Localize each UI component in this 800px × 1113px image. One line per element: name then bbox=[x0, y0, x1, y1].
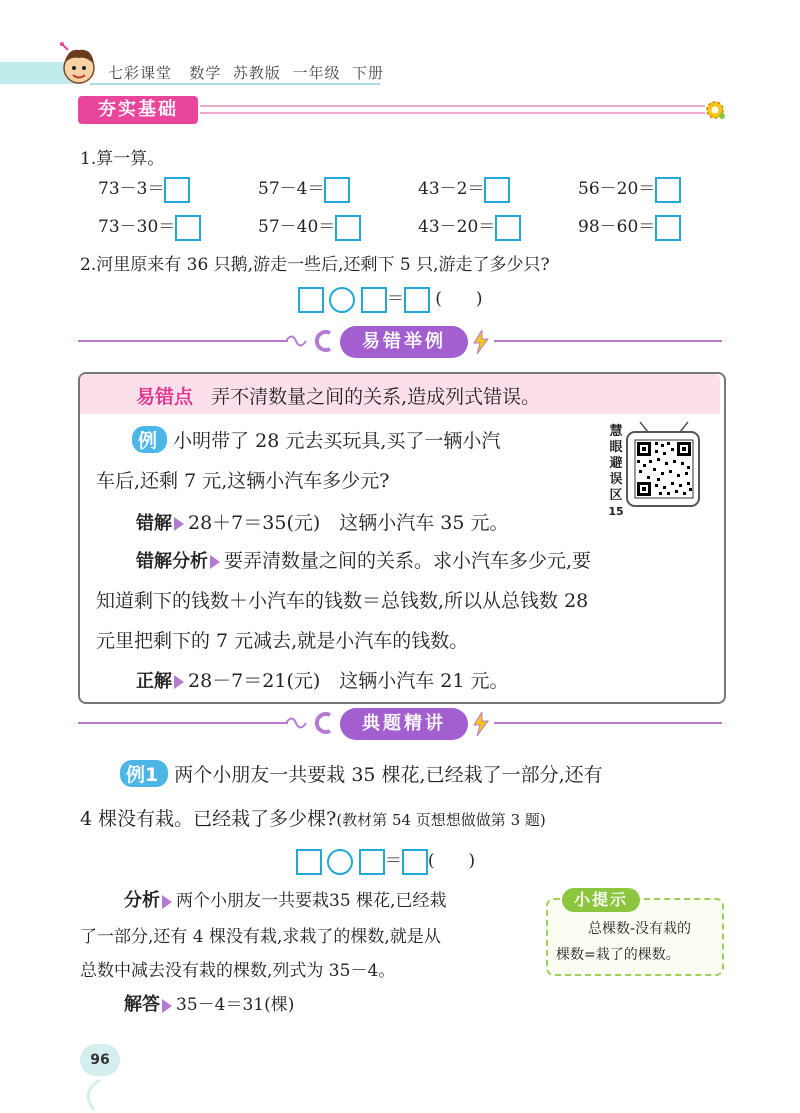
header-underline bbox=[90, 83, 380, 85]
calc-expression: 98－60＝ bbox=[578, 217, 656, 237]
qr-label-char: 慧 bbox=[609, 424, 623, 439]
calc-item bbox=[418, 212, 521, 241]
analysis-label: 错解分析 bbox=[136, 551, 208, 572]
tip-text-2: 棵数=栽了的棵数。 bbox=[556, 947, 680, 963]
calc-item bbox=[98, 174, 190, 203]
section-title-typical-problems: 典题精讲 bbox=[340, 708, 468, 740]
header-grade: 一年级 bbox=[292, 64, 341, 82]
error-point-label: 易错点 bbox=[136, 386, 194, 408]
calc-item bbox=[418, 174, 510, 203]
qr-label bbox=[608, 424, 624, 520]
separator-line bbox=[78, 340, 288, 342]
error-point-row bbox=[136, 382, 540, 409]
wrong-answer-label: 错解 bbox=[136, 513, 172, 534]
equation-template bbox=[298, 284, 482, 313]
mascot-icon bbox=[56, 42, 102, 88]
qr-label-char: 眼 bbox=[609, 440, 623, 455]
example-text-1: 小明带了 28 元去买玩具,买了一辆小汽 bbox=[173, 430, 501, 452]
section-title-common-errors: 易错举例 bbox=[340, 326, 468, 358]
answer-box[interactable] bbox=[335, 215, 361, 241]
answer-box[interactable] bbox=[484, 177, 510, 203]
calc-item bbox=[258, 174, 350, 203]
answer-box[interactable] bbox=[495, 215, 521, 241]
calc-item bbox=[578, 212, 681, 241]
question-2-text: 2.河里原来有 36 只鹅,游走一些后,还剩下 5 只,游走了多少只? bbox=[80, 255, 550, 275]
gear-icon bbox=[704, 99, 726, 121]
answer-box[interactable] bbox=[175, 215, 201, 241]
equals-sign: ＝ bbox=[384, 851, 402, 871]
example-text-2: 车后,还剩 7 元,这辆小汽车多少元? bbox=[96, 470, 390, 492]
example1-analysis-row bbox=[124, 886, 446, 912]
calc-item bbox=[578, 174, 681, 203]
wave-icon bbox=[286, 328, 336, 354]
example1-analysis-label: 分析 bbox=[124, 890, 160, 911]
equals-sign: ＝ bbox=[386, 289, 404, 309]
example1-reference: (教材第 54 页想想做做第 3 题) bbox=[336, 811, 546, 829]
answer-box[interactable] bbox=[655, 215, 681, 241]
calc-item bbox=[98, 212, 201, 241]
wrong-answer-row bbox=[136, 508, 509, 535]
example1-text-1: 两个小朋友一共要栽 35 棵花,已经栽了一部分,还有 bbox=[174, 764, 603, 786]
example1-line-1 bbox=[120, 760, 603, 787]
example1-analysis-text-3: 总数中减去没有栽的棵数,列式为 35－4。 bbox=[80, 961, 396, 981]
calc-expression: 57－40＝ bbox=[258, 217, 336, 237]
example1-answer-label: 解答 bbox=[124, 994, 160, 1015]
lightning-icon bbox=[472, 712, 490, 736]
example-badge: 例 bbox=[132, 426, 167, 453]
banner-line bbox=[200, 112, 705, 114]
example1-answer-row bbox=[124, 990, 294, 1016]
banner-line bbox=[200, 105, 705, 107]
qr-label-char: 15 bbox=[608, 505, 624, 518]
lightning-icon bbox=[472, 330, 490, 354]
example1-analysis-text-1: 两个小朋友一共要栽35 棵花,已经栽 bbox=[176, 891, 447, 911]
header-series: 七彩课堂 bbox=[108, 64, 173, 82]
wrong-answer-text: 28＋7＝35(元) 这辆小汽车 35 元。 bbox=[188, 512, 509, 534]
triangle-icon bbox=[162, 895, 172, 909]
triangle-icon bbox=[210, 555, 220, 569]
qr-code-icon[interactable] bbox=[626, 420, 702, 510]
example-line-1 bbox=[132, 426, 500, 453]
answer-box[interactable] bbox=[298, 287, 324, 313]
header-edition: 苏教版 bbox=[232, 64, 281, 82]
error-point-text: 弄不清数量之间的关系,造成列式错误。 bbox=[211, 386, 541, 408]
tip-text-1: 总棵数-没有栽的 bbox=[588, 921, 692, 937]
triangle-icon bbox=[162, 999, 172, 1013]
answer-box[interactable] bbox=[359, 849, 385, 875]
separator-line bbox=[494, 340, 722, 342]
answer-box[interactable] bbox=[296, 849, 322, 875]
equation-template bbox=[296, 846, 475, 875]
analysis-text-3: 元里把剩下的 7 元减去,就是小汽车的钱数。 bbox=[96, 630, 469, 652]
qr-label-char: 区 bbox=[609, 488, 623, 503]
operator-circle[interactable] bbox=[327, 849, 353, 875]
triangle-icon bbox=[174, 675, 184, 689]
example1-text-2: 4 棵没有栽。已经栽了多少棵? bbox=[80, 808, 337, 830]
unit-blank[interactable]: ( ) bbox=[427, 851, 476, 871]
calc-expression: 73－3＝ bbox=[98, 179, 165, 199]
header-subject: 数学 bbox=[189, 64, 222, 82]
answer-box[interactable] bbox=[402, 849, 428, 875]
separator-line bbox=[78, 722, 288, 724]
analysis-text-2: 知道剩下的钱数＋小汽车的钱数＝总钱数,所以从总钱数 28 bbox=[96, 590, 589, 612]
question-1-title: 1.算一算。 bbox=[80, 149, 165, 169]
calc-expression: 43－20＝ bbox=[418, 217, 496, 237]
separator-line bbox=[494, 722, 722, 724]
answer-box[interactable] bbox=[361, 287, 387, 313]
example1-answer-text: 35－4＝31(棵) bbox=[176, 995, 295, 1015]
calc-expression: 56－20＝ bbox=[578, 179, 656, 199]
tip-label: 小提示 bbox=[562, 888, 640, 912]
triangle-icon bbox=[174, 517, 184, 531]
example1-line-2 bbox=[80, 804, 546, 831]
page-number: 96 bbox=[80, 1044, 120, 1076]
calc-expression: 43－2＝ bbox=[418, 179, 485, 199]
answer-box[interactable] bbox=[164, 177, 190, 203]
calc-item bbox=[258, 212, 361, 241]
header-volume: 下册 bbox=[352, 64, 385, 82]
calc-expression: 57－4＝ bbox=[258, 179, 325, 199]
calc-expression: 73－30＝ bbox=[98, 217, 176, 237]
qr-label-char: 避 bbox=[609, 456, 623, 471]
answer-box[interactable] bbox=[655, 177, 681, 203]
answer-box[interactable] bbox=[404, 287, 430, 313]
answer-box[interactable] bbox=[324, 177, 350, 203]
example1-analysis-text-2: 了一部分,还有 4 棵没有栽,求栽了的棵数,就是从 bbox=[80, 927, 441, 947]
operator-circle[interactable] bbox=[329, 287, 355, 313]
analysis-row-1 bbox=[136, 546, 591, 573]
example1-badge: 例1 bbox=[120, 760, 168, 787]
correct-answer-row bbox=[136, 666, 509, 693]
section-title-basics: 夯实基础 bbox=[78, 96, 198, 124]
wave-icon bbox=[286, 710, 336, 736]
correct-answer-text: 28－7＝21(元) 这辆小汽车 21 元。 bbox=[188, 670, 509, 692]
header-title bbox=[108, 62, 384, 83]
qr-label-char: 误 bbox=[609, 472, 623, 487]
correct-answer-label: 正解 bbox=[136, 671, 172, 692]
analysis-text-1: 要弄清数量之间的关系。求小汽车多少元,要 bbox=[224, 550, 592, 572]
unit-blank[interactable]: ( ) bbox=[435, 289, 483, 309]
